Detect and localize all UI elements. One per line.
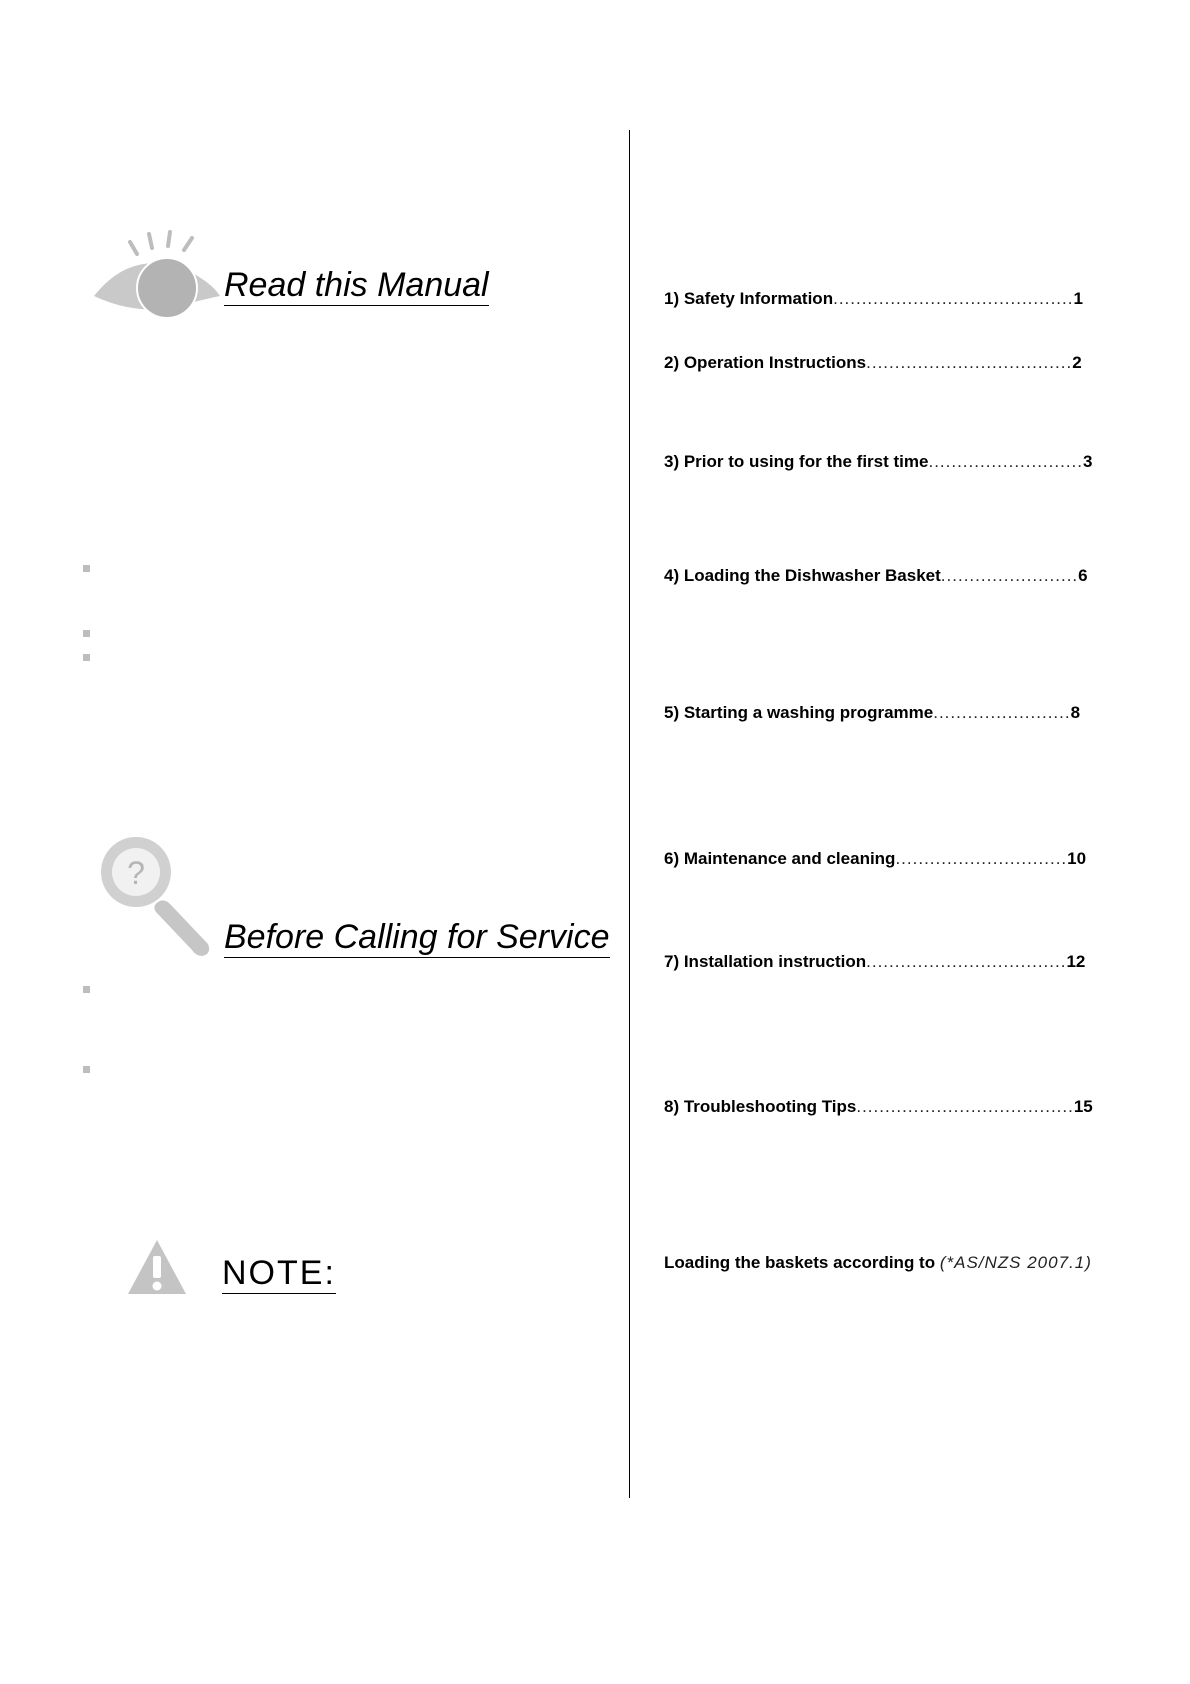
bullet [83, 630, 90, 637]
note-heading: NOTE: [222, 1254, 336, 1292]
toc-entry-label: 8) Troubleshooting Tips [664, 1097, 857, 1116]
toc-entry-label: 3) Prior to using for the first time [664, 452, 929, 471]
read-manual-heading: Read this Manual [224, 266, 489, 304]
toc-entry-leader: ........................... [928, 452, 1083, 471]
toc-entry-page: 3 [1083, 452, 1093, 471]
toc-entry [664, 452, 1124, 472]
magnifier-question-icon [96, 832, 216, 962]
toc-entry-label: 6) Maintenance and cleaning [664, 849, 896, 868]
bullet [83, 654, 90, 661]
toc-entry [664, 849, 1124, 869]
toc-entry-leader: .................................... [866, 353, 1073, 372]
svg-text:?: ? [127, 855, 145, 891]
toc-entry-leader: .......................................... [833, 289, 1074, 308]
toc-entry-page: 12 [1066, 952, 1086, 971]
loading-note-text: Loading the baskets according to [664, 1253, 940, 1272]
toc-entry-label: 5) Starting a washing programme [664, 703, 934, 722]
bullet [83, 986, 90, 993]
toc-entry-leader: ................................... [866, 952, 1067, 971]
toc-entry-label: 2) Operation Instructions [664, 353, 867, 372]
bullet [83, 1066, 90, 1073]
toc-entry-label: 1) Safety Information [664, 289, 834, 308]
toc-entry-page: 15 [1073, 1097, 1093, 1116]
loading-baskets-note [664, 1253, 1092, 1273]
toc-entry-page: 6 [1078, 566, 1088, 585]
toc-entry [664, 703, 1124, 723]
toc-entry-leader: .............................. [895, 849, 1068, 868]
bullet [83, 565, 90, 572]
toc-entry-page: 8 [1070, 703, 1081, 722]
eye-icon [92, 228, 227, 318]
toc-entry-page: 2 [1072, 353, 1082, 372]
toc-entry-leader: ........................ [933, 703, 1071, 722]
toc-entry-page: 1 [1073, 289, 1083, 308]
warning-icon [126, 1238, 188, 1296]
toc-entry [664, 952, 1124, 972]
toc-entry [664, 353, 1124, 373]
toc-entry [664, 1097, 1124, 1117]
toc-entry [664, 289, 1124, 309]
toc-entry-label: 7) Installation instruction [664, 952, 867, 971]
toc-entry-page: 10 [1067, 849, 1087, 868]
toc-entry [664, 566, 1124, 586]
column-divider [629, 130, 630, 1498]
loading-note-standard: (*AS/NZS 2007.1) [939, 1253, 1092, 1272]
toc-entry-label: 4) Loading the Dishwasher Basket [664, 566, 941, 585]
toc-entry-leader: ...................................... [856, 1097, 1074, 1116]
before-service-heading: Before Calling for Service [224, 918, 610, 956]
toc-entry-leader: ........................ [940, 566, 1079, 585]
